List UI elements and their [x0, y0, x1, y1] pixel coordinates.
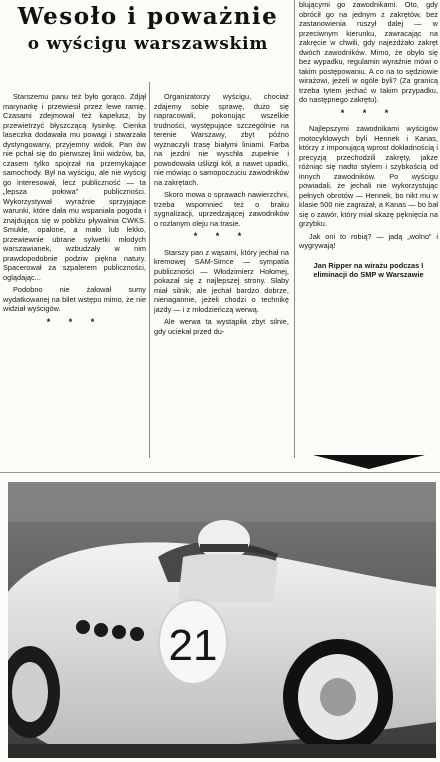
paragraph: Skoro mowa o sprawach nawierzchni, trzeba wspomnieć też o braku sygnalizacji, uprzedzającej zawodników o rozlanym oleju na trasie.	[154, 190, 289, 228]
paragraph: blującymi go zawodnikami. Oto, gdy obrócił go na jednym z zakrętów, bez zastanowienia ruszył dalej — w przeciwnym kierunku, zawracając na zakręcie w chwili, gdy najeżdżało zakręt dwóch zawodników. Mimo, że obyło się bez wypadku, regulamin wyraźnie mówi o takim postępowaniu. A co na to sędziowie wirażowi, jeżeli w ogóle byli? (Za granicą trzeba tytem jechać w takim przypadku, do następnego zakrętu).	[299, 0, 438, 104]
headline-line-1: Wesoło i poważnie	[17, 3, 279, 30]
car-number: 21	[168, 621, 218, 670]
paragraph: Jak oni to robią? — jadą „wolno” i wygrywają!	[299, 231, 438, 250]
article-headline	[0, 2, 296, 56]
section-separator: * * *	[46, 316, 103, 327]
paragraph: Starszy pan z wąsami, który jechał na kremowej SAM-Simce — sympatia publiczności — Włodzimierz Hołomej, pokazał się z najlepszej strony. Słaby miał silnik, ale jechał bardzo dobrze, nienagannie, jeżeli chodzi o technikę jazdy — i z młodzieńczą werwą.	[154, 247, 289, 314]
section-separator: * * *	[193, 231, 250, 241]
race-car-photo	[8, 482, 436, 758]
section-separator: * * *	[340, 107, 397, 118]
column-divider	[149, 82, 150, 458]
paragraph: Starszemu panu też było gorąco. Zdjął marynarkę i przewiesił przez lewe ramię. Czasami zdejmował też kapelusz, by przewietrzyć błyszczącą łysinkę. Cienka laseczka dodawała mu powagi i stwarzała dystyngowany, przyjemny widok. Pan ów nie pchał się do pierwszej linii widzów, ba, czasem tylko spojrzał na przemykające samochody. Był na wyścigu, ale nie wyścig go interesował, lecz publiczność — ta „lepsza połowa” publiczności. Wykorzystywał wyraźnie sprzyjające warunki, które dała mu wspaniała pogoda i znajdująca się w pobliżu pływalnia CWKS. Smukłe, opalone, a mało lub lekko, przewiewnie ubrane sylwetki młodych warszawianek, wzbudzały w nim prawdopodobnie podziw piękna natury. Spacerował za szpalerem publiczności, oglądając...	[3, 92, 146, 282]
article-column-2	[154, 92, 289, 339]
article-column-1	[3, 92, 146, 333]
headline-line-2: o wyścigu warszawskim	[27, 34, 269, 54]
article-column-3	[299, 0, 438, 279]
paragraph: Organizatorzy wyścigu, chociaż zdajemy sobie sprawę, dużo się napracowali, pokonując wszelkie trudności, występujące szczególnie na terenie Warszawy, zbyt późno wyznaczyli trasę białymi liniami. Farba na jezdni nie wyschła zupełnie i powodowała uślizgi kół, a nawet upadki, nie mówiąc o samopoczuciu zawodników na zakrętach.	[154, 92, 289, 187]
paragraph: Podobno nie żałował sumy wydatkowanej na bilet wstępu mimo, że nie widział wyścigów.	[3, 285, 146, 313]
caption-arrow-icon	[313, 455, 425, 469]
paragraph: Ale werwa ta wystąpiła zbyt silnie, gdy uciekał przed du-	[154, 317, 289, 336]
paragraph: Najlepszymi zawodnikami wyścigów motocyklowych byli Hennek i Kanas, którzy z imponującą wprost dokładnością i precyzją przechodzili zakręty, jakże różniąc się nadto stylem i szybkością od innych zawodników. Po wyścigu powiadali, że jechali nie wykorzystując pełnych obrotów — Hennek, bo nikt mu w klasie 500 nie zagrażał, a Kanas — bo bał się o zawór, który miał skazę pęknięcia na grzybku.	[299, 124, 438, 228]
divider	[0, 472, 440, 473]
photo-caption: Jan Ripper na wirażu podczas I eliminacji do SMP w Warszawie	[313, 260, 424, 279]
column-divider	[294, 0, 295, 458]
race-car-illustration	[8, 482, 436, 758]
